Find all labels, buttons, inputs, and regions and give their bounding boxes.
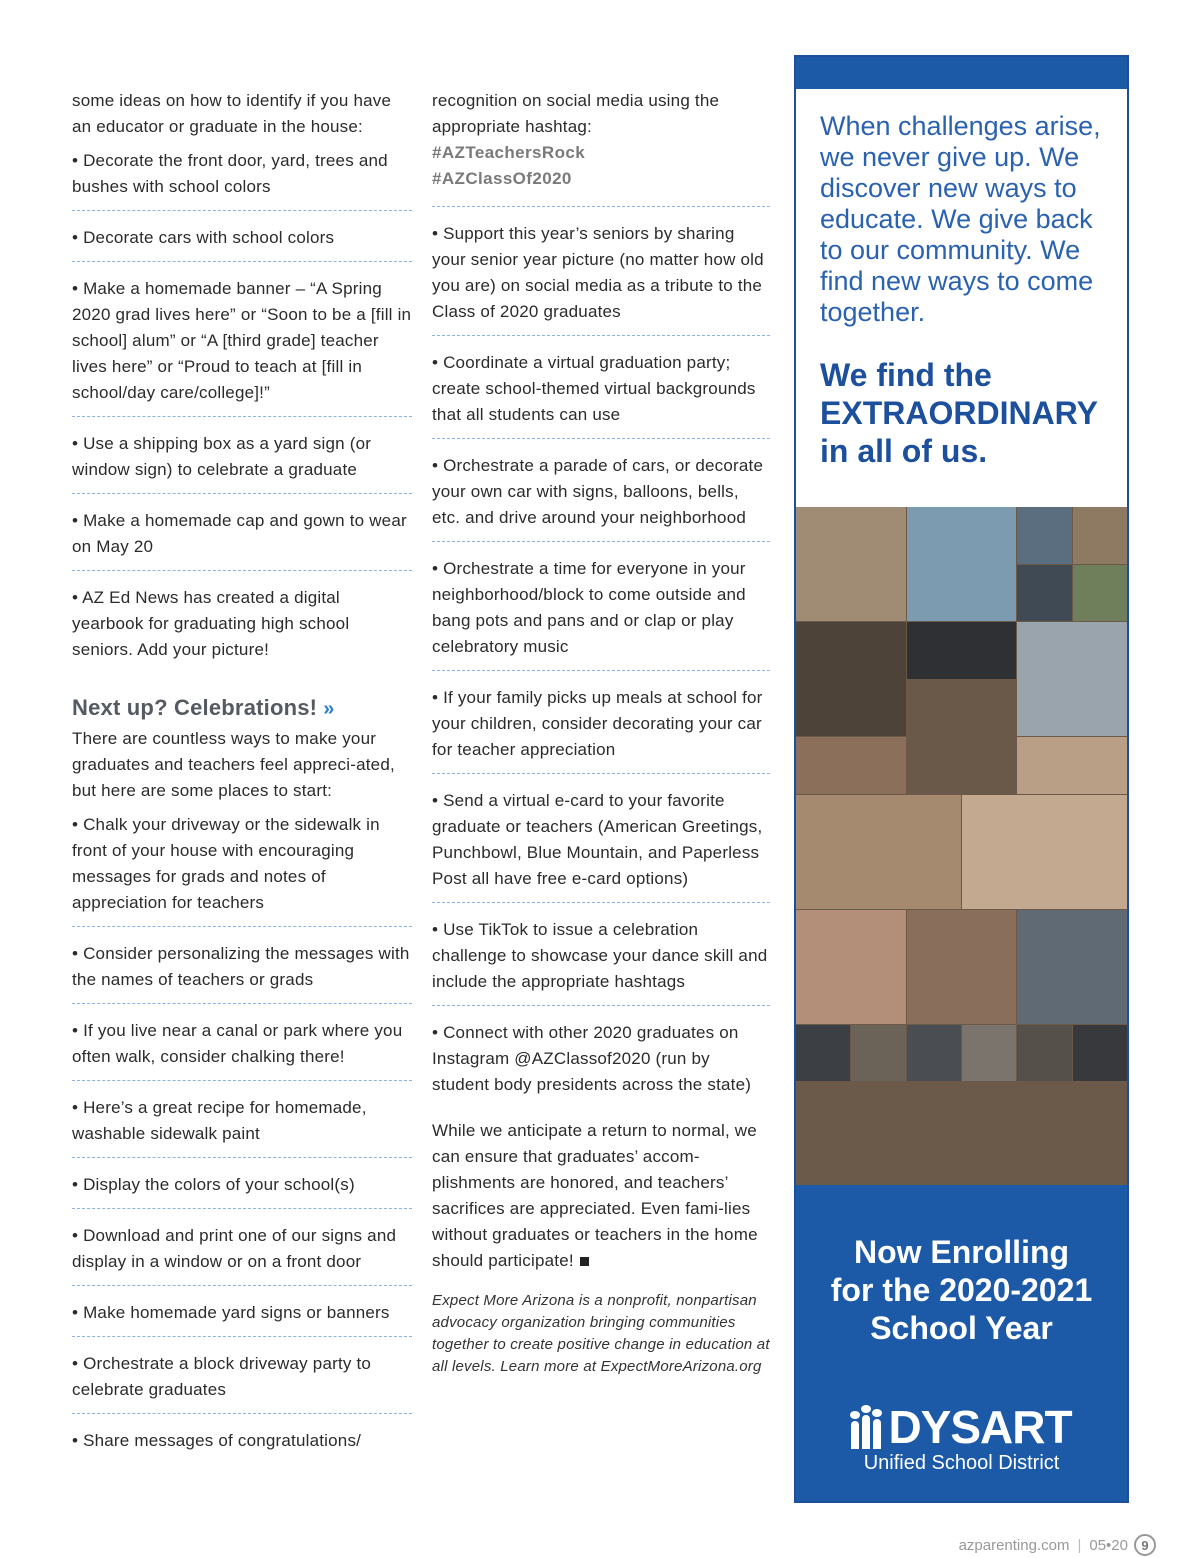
hashtag-list [432,140,770,207]
dysart-advertisement[interactable] [794,55,1129,1503]
footer-separator: | [1077,1536,1082,1554]
dysart-logo [796,1401,1127,1475]
list-item: • Coordinate a virtual graduation party; create school-themed virtual backgrounds that all students can use [432,350,770,439]
photo-tile [1017,622,1127,736]
closing-text: While we anticipate a return to normal, we can ensure that graduates’ accom-plishments are honored, and teachers’ sacrifices are appreciated. Even fami-lies without graduates or teachers in the home should participate! [432,1121,758,1270]
enrollment-line: Now Enrolling [853,1234,1070,1270]
enrollment-panel [796,1185,1127,1503]
photo-tile [796,795,961,909]
hashtag: #AZTeachersRock [432,143,586,162]
ad-intro-text: When challenges arise, we never give up. We discover new ways to educate. We give back to our community. We find new ways to come together. [820,111,1101,327]
list-item: • Display the colors of your school(s) [72,1172,412,1209]
footnote: Expect More Arizona is a nonprofit, nonpartisan advocacy organization bringing communities together to create positive change in education at all levels. Learn more at ExpectMoreArizona.org [432,1292,770,1375]
list-item: • Use TikTok to issue a celebration challenge to showcase your dance skill and include the appropriate hashtags [432,917,770,1006]
list-item: • If you live near a canal or park where you often walk, consider chalking there! [72,1018,412,1081]
site-url: azparenting.com [958,1536,1070,1554]
section-intro: There are countless ways to make your graduates and teachers feel appreci-ated, but here are some places to start: [72,729,395,800]
page-footer [959,1534,1156,1556]
logo-mark [851,1401,1072,1453]
list-item: • Connect with other 2020 graduates on Instagram @AZClassof2020 (run by student body presidents across the state) [432,1023,752,1094]
list-item: • Decorate cars with school colors [72,225,412,262]
logo-wordmark: DYSART [888,1401,1072,1453]
photo-collage [796,507,1127,1185]
photo-tile [907,622,1017,679]
list-item: • Make homemade yard signs or banners [72,1300,412,1337]
list-item: • Send a virtual e-card to your favorite graduate or teachers (American Greetings, Punchbowl, Blue Mountain, and Paperless Post all have free e-card options) [432,788,770,903]
list-item: • Use a shipping box as a yard sign (or window sign) to celebrate a graduate [72,431,412,494]
list-item: • Make a homemade banner – “A Spring 2020 grad lives here” or “Soon to be a [fill in school] alum” or “A [third grade] teacher lives here” or “Proud to teach at [fill in school/day care/college]!” [72,276,412,417]
ad-tagline-line: EXTRAORDINARY [820,395,1098,431]
closing-paragraph [432,1118,770,1274]
list-item: • Orchestrate a block driveway party to celebrate graduates [72,1351,412,1414]
list-item: • Share messages of congratulations/ [72,1431,362,1450]
photo-tile [907,910,1017,1024]
photo-tile [962,1025,1016,1082]
continuation-text: recognition on social media using the appropriate hashtag: [432,91,720,136]
photo-tile [796,737,906,794]
photo-tile [1017,910,1127,1024]
list-item: • Orchestrate a time for everyone in your neighborhood/block to come outside and bang pots and pans and or clap or play celebratory music [432,556,770,671]
people-icon [851,1415,884,1449]
list-item: • Download and print one of our signs and display in a window or on a front door [72,1223,412,1286]
list-item: • Here’s a great recipe for homemade, washable sidewalk paint [72,1095,412,1158]
list-item: • Decorate the front door, yard, trees and bushes with school colors [72,148,412,211]
photo-tile [1073,507,1127,564]
photo-tile [1017,565,1071,622]
ad-tagline-line: in all of us. [820,433,988,469]
ad-tagline [796,328,1127,470]
section-heading [72,693,412,724]
ad-tagline-line: We find the [820,357,992,393]
logo-subtitle: Unified School District [863,1452,1060,1474]
photo-tile [1073,565,1127,622]
hashtag: #AZClassOf2020 [432,169,572,188]
list-item: • AZ Ed News has created a digital yearbook for graduating high school seniors. Add your picture! [72,588,350,659]
enrollment-line: for the 2020-2021 [830,1272,1093,1308]
enrollment-line: School Year [870,1310,1053,1346]
list-item: • If your family picks up meals at school for your children, consider decorating your car for teacher appreciation [432,685,770,774]
ad-top-bar [796,57,1127,89]
intro-text: some ideas on how to identify if you have an educator or graduate in the house: [72,91,392,136]
list-item: • Make a homemade cap and gown to wear on May 20 [72,508,412,571]
photo-tile [1017,1025,1071,1082]
issue-date: 05•20 [1089,1536,1128,1554]
photo-tile [962,795,1127,909]
photo-tile [1017,507,1071,564]
photo-tile [907,680,1017,794]
photo-tile [851,1025,905,1082]
photo-tile [796,622,906,736]
photo-tile [1073,1025,1127,1082]
article-column-middle [432,88,770,1378]
list-item: • Orchestrate a parade of cars, or decorate your own car with signs, balloons, bells, etc. and drive around your neighborhood [432,453,770,542]
section-heading-text: Next up? Celebrations! [72,695,318,720]
photo-tile [796,507,906,621]
article-column-left [72,88,412,1474]
list-item: • Support this year’s seniors by sharing your senior year picture (no matter how old you are) on social media as a tribute to the Class of 2020 graduates [432,221,770,336]
photo-tile [1017,737,1127,794]
page-number: 9 [1134,1534,1156,1556]
enrollment-heading [796,1185,1127,1347]
list-item: • Chalk your driveway or the sidewalk in front of your house with encouraging messages for grads and notes of appreciation for teachers [72,812,412,927]
end-mark-icon [580,1257,589,1266]
photo-tile [907,507,1017,621]
photo-tile [907,1025,961,1082]
list-item: • Consider personalizing the messages with the names of teachers or grads [72,941,412,1004]
chevron-right-icon: » [323,698,335,720]
photo-tile [796,910,906,1024]
photo-tile [796,1025,850,1082]
